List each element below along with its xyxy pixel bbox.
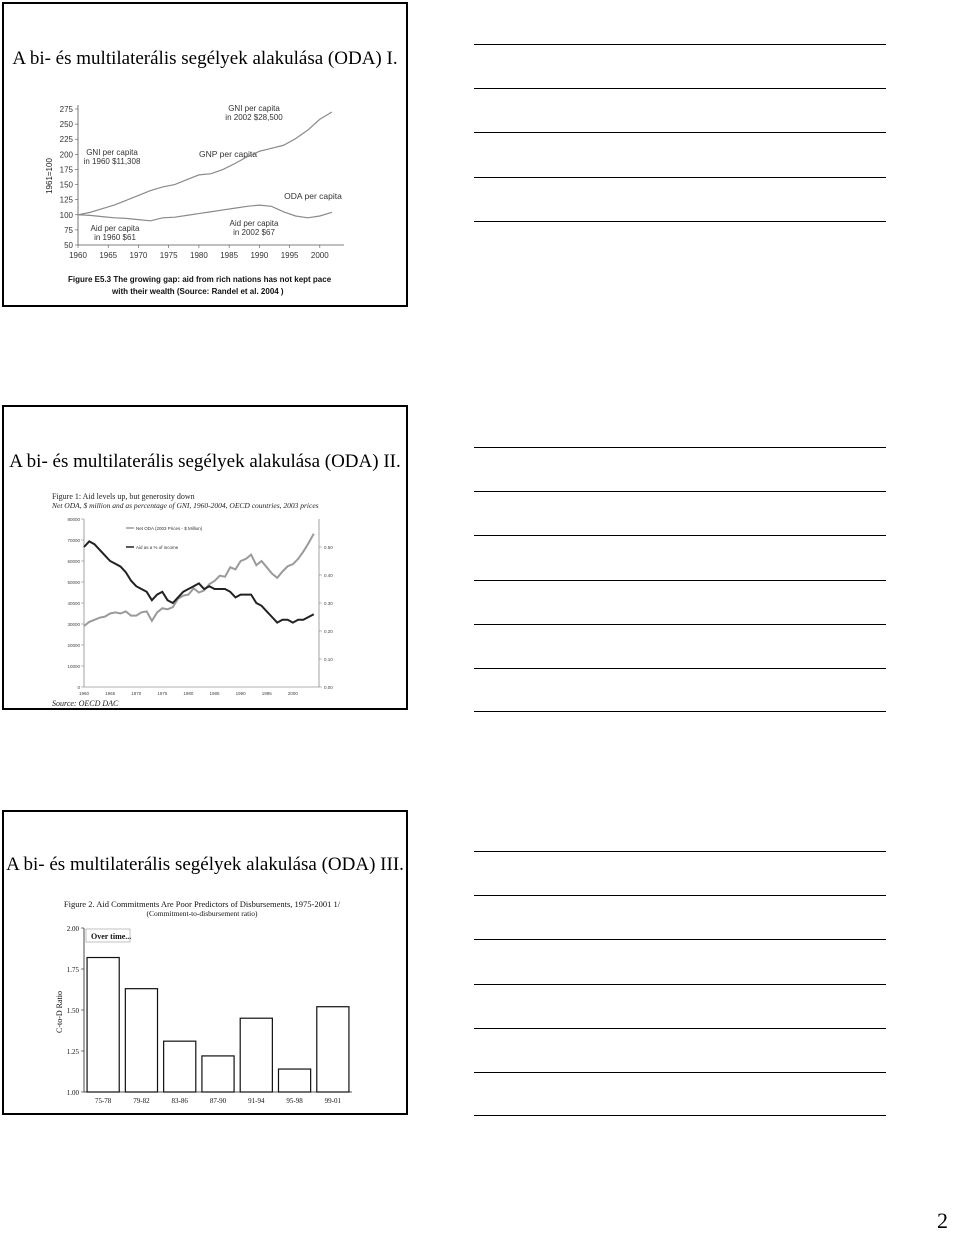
x-tick-label: 1970 [129, 251, 148, 260]
left-tick-label: 30000 [67, 622, 80, 627]
right-tick-label: 0.10 [324, 657, 333, 662]
x-tick-label: 1990 [235, 691, 246, 696]
annotation-aid-1960-l2: in 1960 $61 [94, 233, 136, 242]
note-line [474, 1072, 886, 1073]
inset-label: Over time... [91, 932, 132, 941]
net-oda-series-line [84, 534, 314, 626]
bar [202, 1056, 234, 1092]
y-tick-label: 1.75 [66, 966, 79, 974]
bar [125, 989, 157, 1092]
left-tick-label: 20000 [67, 643, 80, 648]
slide-3 [2, 810, 408, 1115]
x-tick-label: 1995 [280, 251, 299, 260]
net-oda-line-chart [4, 407, 406, 708]
left-tick-label: 40000 [67, 601, 80, 606]
note-line [474, 851, 886, 852]
note-line [474, 580, 886, 581]
y-tick-label: 175 [59, 165, 73, 175]
annotation-aid-2002-l2: in 2002 $67 [233, 228, 275, 237]
figure-heading: Figure 1: Aid levels up, but generosity down [52, 492, 195, 501]
note-line [474, 668, 886, 669]
left-tick-label: 60000 [67, 559, 80, 564]
note-line [474, 88, 886, 89]
x-tick-label: 79-82 [133, 1097, 150, 1105]
x-tick-label: 83-86 [171, 1097, 188, 1105]
notes-area-3 [474, 851, 886, 1121]
annotation-oda: ODA per capita [284, 191, 342, 201]
y-tick-label: 125 [59, 195, 73, 205]
left-tick-label: 70000 [67, 538, 80, 543]
y-tick-label: 200 [59, 150, 73, 160]
x-tick-label: 95-98 [286, 1097, 303, 1105]
note-line [474, 491, 886, 492]
legend-label-net-oda: Net ODA (2003 Prices - $ Million) [136, 526, 203, 531]
x-tick-label: 1965 [99, 251, 118, 260]
bar [164, 1041, 196, 1092]
notes-area-1 [474, 44, 886, 244]
y-tick-label: 100 [59, 210, 73, 220]
left-tick-label: 0 [77, 685, 80, 690]
x-tick-label: 1990 [250, 251, 269, 260]
figure-heading: Figure 2. Aid Commitments Are Poor Predictors of Disbursements, 1975-2001 1/ [63, 899, 341, 909]
right-tick-label: 0.40 [324, 573, 333, 578]
slide-1 [2, 2, 408, 307]
x-tick-label: 75-78 [94, 1097, 112, 1105]
right-tick-label: 0.00 [324, 685, 333, 690]
x-tick-label: 2000 [287, 691, 298, 696]
annotation-gni-1960-l1: GNI per capita [86, 148, 138, 157]
y-tick-label: 225 [59, 135, 73, 145]
annotation-aid-1960-l1: Aid per capita [90, 224, 140, 233]
y-tick-label: 150 [59, 180, 73, 190]
note-line [474, 1028, 886, 1029]
note-line [474, 221, 886, 222]
note-line [474, 984, 886, 985]
y-tick-label: 1.00 [66, 1089, 79, 1097]
y-axis-label: 1961=100 [45, 158, 54, 194]
note-line [474, 447, 886, 448]
y-tick-label: 1.25 [66, 1048, 79, 1056]
figure-source: Source: OECD DAC [52, 699, 119, 708]
x-tick-label: 87-90 [209, 1097, 227, 1105]
annotation-gnp: GNP per capita [199, 149, 257, 159]
x-tick-label: 91-94 [248, 1097, 265, 1105]
note-line [474, 44, 886, 45]
right-tick-label: 0.50 [324, 545, 333, 550]
aid-percent-series-line [84, 541, 314, 622]
note-line [474, 535, 886, 536]
legend-label-aid-percent: Aid as a % of income [136, 545, 179, 550]
x-tick-label: 1975 [157, 691, 168, 696]
note-line [474, 895, 886, 896]
oda-series-line [78, 205, 332, 221]
figure-caption-l1: Figure E5.3 The growing gap: aid from rich nations has not kept pace [68, 275, 332, 284]
left-tick-label: 50000 [67, 580, 80, 585]
notes-area-2 [474, 447, 886, 717]
x-tick-label: 99-01 [324, 1097, 342, 1105]
x-tick-label: 1980 [183, 691, 194, 696]
slide-2 [2, 405, 408, 710]
note-line [474, 939, 886, 940]
slide-title: A bi- és multilaterális segélyek alakulása (ODA) II. [9, 451, 401, 472]
note-line [474, 624, 886, 625]
slide-title: A bi- és multilaterális segélyek alakulása (ODA) I. [12, 48, 398, 69]
x-tick-label: 1985 [209, 691, 220, 696]
note-line [474, 711, 886, 712]
figure-subheading: (Commitment-to-disbursement ratio) [146, 909, 258, 918]
annotation-aid-2002-l1: Aid per capita [229, 219, 279, 228]
x-tick-label: 1980 [190, 251, 208, 260]
bar [317, 1007, 349, 1092]
y-tick-label: 1.50 [66, 1007, 79, 1015]
x-tick-label: 1975 [159, 251, 178, 260]
x-tick-label: 1985 [220, 251, 239, 260]
note-line [474, 177, 886, 178]
y-tick-label: 75 [64, 225, 73, 235]
bar [87, 958, 119, 1092]
figure-subheading: Net ODA, $ million and as percentage of GNI, 1960-2004, OECD countries, 2003 prices [52, 501, 319, 510]
bar [240, 1018, 272, 1092]
y-tick-label: 275 [59, 105, 73, 114]
left-tick-label: 80000 [67, 517, 80, 522]
right-tick-label: 0.20 [324, 629, 333, 634]
gni-oda-line-chart [4, 4, 406, 305]
figure-caption-l2: with their wealth (Source: Randel et al. 2004 ) [112, 287, 284, 296]
left-tick-label: 10000 [67, 664, 80, 669]
commitment-ratio-bar-chart [4, 812, 406, 1113]
annotation-gni-2002-l1: GNI per capita [228, 104, 280, 113]
y-tick-label: 250 [59, 120, 73, 130]
page-number: 2 [937, 1208, 948, 1233]
bar [278, 1069, 310, 1092]
y-axis-label: C-to-D Ratio [55, 991, 64, 1033]
annotation-gni-2002-l2: in 2002 $28,500 [225, 113, 283, 122]
slide-title: A bi- és multilaterális segélyek alakulása (ODA) III. [6, 854, 404, 875]
x-tick-label: 1970 [131, 691, 142, 696]
right-tick-label: 0.30 [324, 601, 333, 606]
x-tick-label: 1960 [69, 251, 87, 260]
x-tick-label: 1995 [261, 691, 272, 696]
x-tick-label: 2000 [310, 251, 329, 260]
annotation-gni-1960-l2: in 1960 $11,308 [83, 157, 141, 166]
note-line [474, 1115, 886, 1116]
y-tick-label: 50 [64, 241, 73, 250]
y-tick-label: 2.00 [66, 925, 79, 933]
x-tick-label: 1960 [78, 691, 90, 696]
note-line [474, 132, 886, 133]
x-tick-label: 1965 [105, 691, 116, 696]
